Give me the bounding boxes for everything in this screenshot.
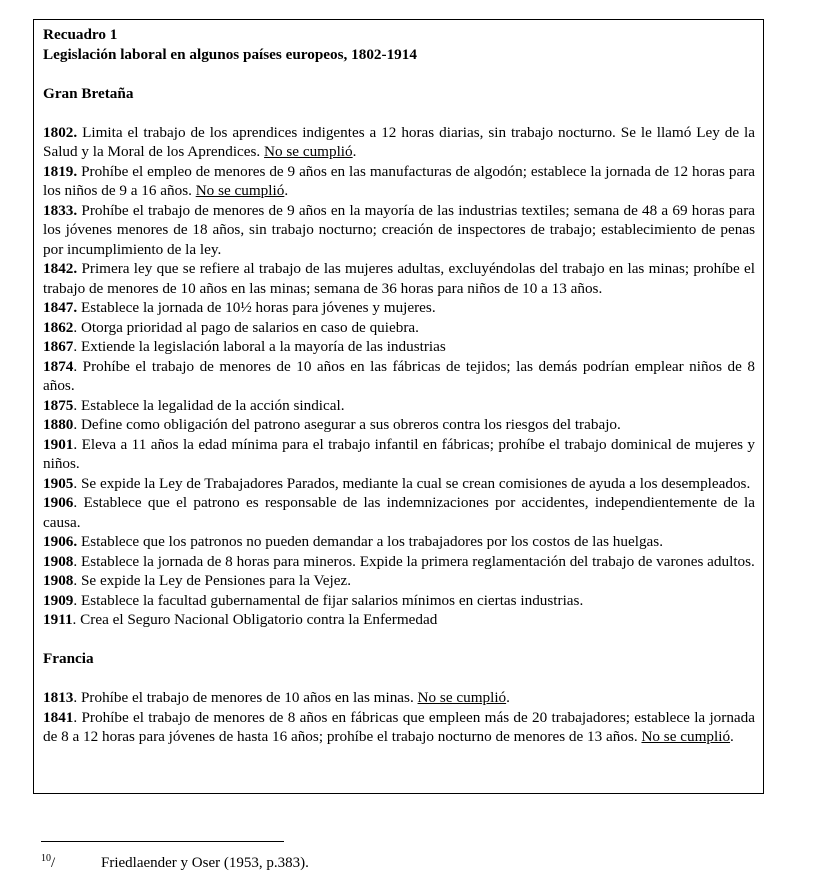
entry-year-text: 1847 xyxy=(43,299,74,316)
entry-year xyxy=(43,319,73,336)
entry-year xyxy=(43,416,73,433)
entry-year-text: 1908 xyxy=(43,552,74,570)
entry-year-text: 1841 xyxy=(43,708,74,726)
entry-year-text: 1906 xyxy=(43,533,74,550)
entry-text: Otorga prioridad al pago de salarios en caso de quiebra. xyxy=(77,318,419,336)
entry-year-text: 1867 xyxy=(43,338,74,355)
legislation-entry xyxy=(43,532,755,552)
entry-year xyxy=(43,358,73,375)
entry-year-period: . xyxy=(73,435,78,453)
legislation-entry xyxy=(43,474,755,494)
entry-text: Establece que el patrono es responsable de las indemnizaciones por accidentes, independientemente de la causa. xyxy=(43,494,755,531)
entry-text: Se expide la Ley de Pensiones para la Vejez. xyxy=(77,572,352,589)
legislation-entry xyxy=(43,123,755,162)
entry-trailing-punctuation: . xyxy=(730,728,734,745)
entry-year-period: . xyxy=(73,260,78,277)
legislation-entry xyxy=(43,201,755,260)
legislation-entry xyxy=(43,162,755,201)
legislation-entry xyxy=(43,318,755,338)
legislation-entry xyxy=(43,357,755,396)
entry-year-text: 1875 xyxy=(43,396,74,414)
entry-year-text: 1901 xyxy=(43,435,74,453)
entry-year-period: . xyxy=(73,396,78,414)
entry-year-text: 1802 xyxy=(43,123,74,141)
entry-text: Limita el trabajo de los aprendices indigentes a 12 horas diarias, sin trabajo nocturno. Se le llamó Ley de la Salud y la Moral de los Aprendices. xyxy=(43,123,755,160)
legislation-entry xyxy=(43,708,755,747)
entry-year xyxy=(43,494,73,511)
entry-year xyxy=(43,611,73,628)
entry-year-text: 1908 xyxy=(43,572,74,589)
entry-text: Eleva a 11 años la edad mínima para el trabajo infantil en fábricas; prohíbe el trabajo dominical de mujeres y niños. xyxy=(43,435,755,472)
not-enforced-note: No se cumplió xyxy=(417,689,507,706)
legislation-entry xyxy=(43,493,755,532)
footnote xyxy=(41,849,309,873)
entry-year xyxy=(43,397,73,414)
box-label: Recuadro 1 xyxy=(43,26,118,43)
entry-year-text: 1833 xyxy=(43,201,74,219)
entry-text: Establece la legalidad de la acción sindical. xyxy=(77,396,345,414)
entry-year xyxy=(43,689,73,706)
entry-year xyxy=(43,572,73,589)
entry-year-text: 1880 xyxy=(43,416,74,433)
legislation-box xyxy=(33,19,764,794)
entry-year xyxy=(43,475,73,492)
entry-text: Establece que los patronos no pueden demandar a los trabajadores por los costos de las huelgas. xyxy=(77,533,663,550)
entry-year xyxy=(43,202,73,219)
entry-year-period: . xyxy=(73,689,78,706)
section-title: Francia xyxy=(43,650,94,667)
legislation-entry xyxy=(43,298,755,318)
entry-year xyxy=(43,338,73,355)
entry-text: Prohíbe el trabajo de menores de 10 años en las fábricas de tejidos; las demás podrían emplear niños de 8 años. xyxy=(43,357,755,394)
entry-text: Crea el Seguro Nacional Obligatorio contra la Enfermedad xyxy=(76,611,438,628)
entry-trailing-punctuation: . xyxy=(284,182,289,199)
entry-text: Establece la jornada de 8 horas para mineros. Expide la primera reglamentación del trabajo de varones adultos. xyxy=(77,552,755,570)
legislation-entry xyxy=(43,415,755,435)
entry-text: Extiende la legislación laboral a la mayoría de las industrias xyxy=(77,338,446,355)
entry-text: Prohíbe el trabajo de menores de 8 años en fábricas que empleen más de 20 trabajadores; establece la jornada de 8 a 12 horas para jóvenes de hasta 16 años; prohíbe el trabajo nocturno de menores de 13 años. xyxy=(43,708,755,745)
entry-year-period: . xyxy=(73,591,78,609)
footnote-number: 10 xyxy=(41,853,51,864)
entry-year-period: . xyxy=(73,162,78,180)
legislation-entry xyxy=(43,337,755,357)
entry-year xyxy=(43,533,73,550)
entry-year xyxy=(43,124,73,141)
entry-year-period: . xyxy=(73,318,78,336)
sections-container xyxy=(43,84,755,747)
entry-trailing-punctuation: . xyxy=(352,143,357,160)
entry-year-text: 1911 xyxy=(43,611,73,628)
entry-year xyxy=(43,163,73,180)
entry-year-text: 1905 xyxy=(43,474,74,492)
entry-year-period: . xyxy=(73,123,78,141)
entry-text: Prohíbe el empleo de menores de 9 años en las manufacturas de algodón; establece la jornada de 12 horas para los niños de 9 a 16 años. xyxy=(43,162,755,199)
entry-year xyxy=(43,299,73,316)
legislation-entry xyxy=(43,435,755,474)
entry-year xyxy=(43,436,73,453)
entry-year-period: . xyxy=(73,299,78,316)
entry-year-period: . xyxy=(73,708,78,726)
entry-year-period: . xyxy=(73,572,78,589)
footnote-text: Friedlaender y Oser (1953, p.383). xyxy=(101,855,309,871)
legislation-entry xyxy=(43,610,755,630)
legislation-entry xyxy=(43,688,755,708)
entry-year-period: . xyxy=(73,533,78,550)
entry-text: Se expide la Ley de Trabajadores Parados, mediante la cual se crean comisiones de ayuda a los desempleados. xyxy=(77,474,751,492)
section-title: Gran Bretaña xyxy=(43,84,134,102)
entry-year-text: 1819 xyxy=(43,162,74,180)
entry-text: Prohíbe el trabajo de menores de 10 años en las minas. xyxy=(77,689,418,706)
box-title: Legislación laboral en algunos países europeos, 1802-1914 xyxy=(43,45,417,63)
legislation-entry xyxy=(43,571,755,591)
footnote-slash: / xyxy=(51,855,56,871)
entry-year-text: 1842 xyxy=(43,260,74,277)
entry-year-text: 1909 xyxy=(43,591,74,609)
not-enforced-note: No se cumplió xyxy=(641,728,731,745)
entry-text: Define como obligación del patrono asegurar a sus obreros contra los riesgos del trabajo. xyxy=(77,416,621,433)
entry-year-text: 1813 xyxy=(43,689,74,706)
not-enforced-note: No se cumplió xyxy=(195,182,285,199)
legislation-entry xyxy=(43,259,755,298)
entry-year-period: . xyxy=(73,552,78,570)
entry-year-text: 1862 xyxy=(43,318,74,336)
entry-year xyxy=(43,709,73,726)
entry-year-period: . xyxy=(73,357,78,375)
entry-year xyxy=(43,553,73,570)
entry-text: Establece la jornada de 10½ horas para jóvenes y mujeres. xyxy=(77,299,436,316)
legislation-entry xyxy=(43,396,755,416)
entry-year-text: 1906 xyxy=(43,494,74,511)
entry-text: Prohíbe el trabajo de menores de 9 años en la mayoría de las industrias textiles; semana de 48 a 69 horas para los jóvenes menores de 18 años, sin trabajo nocturno; creación de inspectores de trabajo; establecimiento de penas por incumplimiento de la ley. xyxy=(43,201,755,258)
entry-year-period: . xyxy=(73,494,78,511)
entry-text: Primera ley que se refiere al trabajo de las mujeres adultas, excluyéndolas del trabajo en las minas; prohíbe el trabajo de menores de 10 años en las minas; semana de 36 horas para niños de 10 a 13 años. xyxy=(43,260,755,297)
entry-trailing-punctuation: . xyxy=(506,689,510,706)
entry-year-period: . xyxy=(73,201,78,219)
entry-year-period: . xyxy=(73,416,78,433)
entry-year-period: . xyxy=(72,611,77,628)
entry-year-text: 1874 xyxy=(43,357,74,375)
not-enforced-note: No se cumplió xyxy=(264,143,353,160)
footnote-mark xyxy=(41,849,101,873)
entry-year-period: . xyxy=(73,474,78,492)
entry-year-period: . xyxy=(73,338,78,355)
entry-text: Establece la facultad gubernamental de fijar salarios mínimos en ciertas industrias. xyxy=(77,591,584,609)
footnote-separator xyxy=(41,841,284,842)
entry-year xyxy=(43,260,73,277)
legislation-entry xyxy=(43,591,755,611)
entry-year xyxy=(43,592,73,609)
legislation-entry xyxy=(43,552,755,572)
